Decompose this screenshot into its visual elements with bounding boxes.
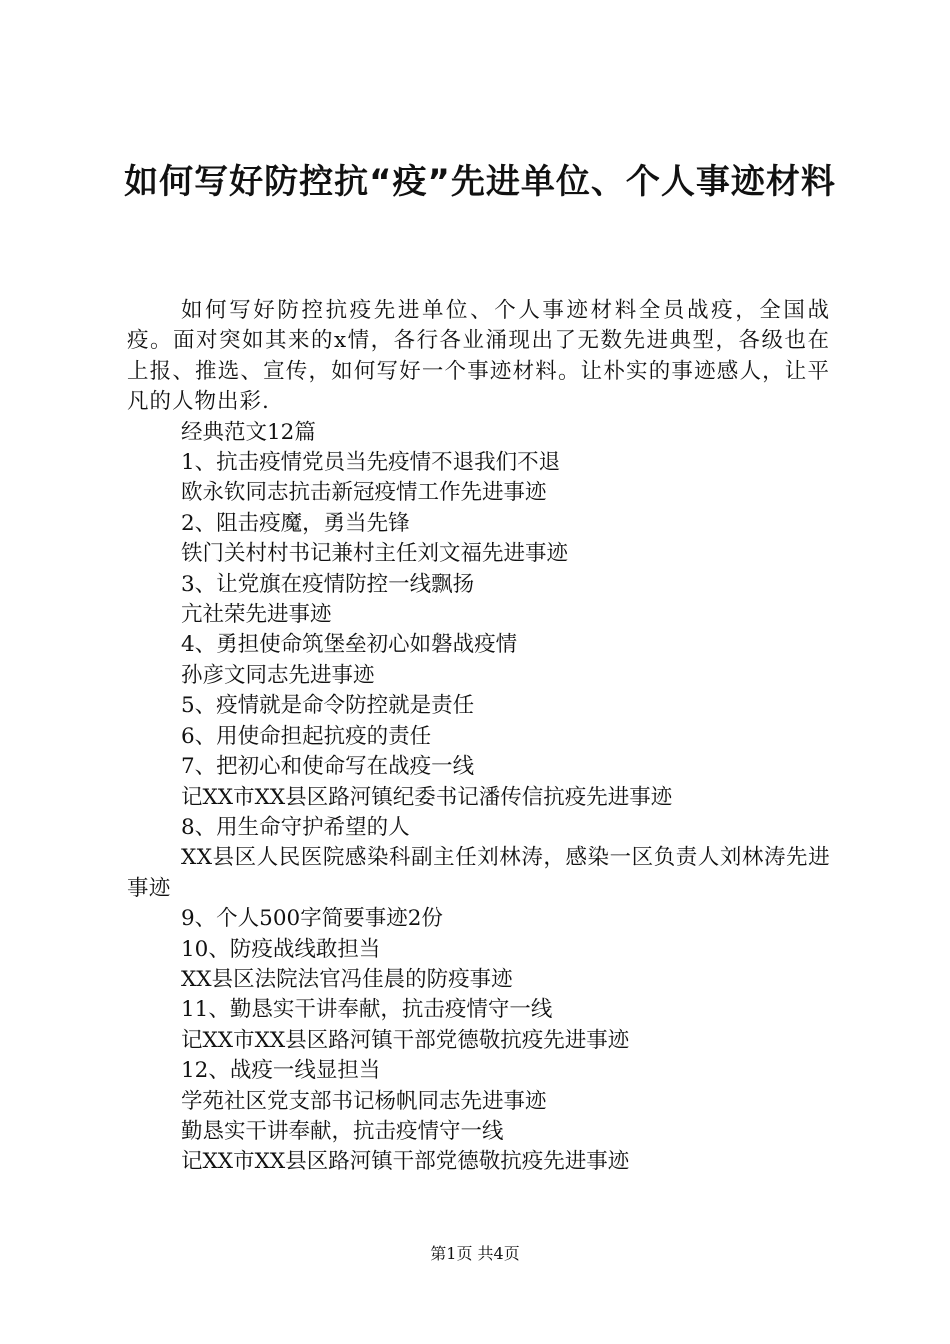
document-title: 如何写好防控抗“疫”先进单位、个人事迹材料: [124, 162, 836, 202]
item-line: 7、把初心和使命写在战疫一线: [181, 754, 475, 780]
item-line: 孙彦文同志先进事迹: [181, 662, 375, 688]
item-line: 欧永钦同志抗击新冠疫情工作先进事迹: [181, 480, 547, 506]
item-line: 学苑社区党支部书记杨帆同志先进事迹: [181, 1088, 547, 1114]
item-line: 6、用使命担起抗疫的责任: [181, 723, 432, 749]
document-body: [127, 296, 830, 1178]
item-line: 勤恳实干讲奉献，抗击疫情守一线: [181, 1118, 504, 1144]
item-line: 9、个人500字简要事迹2份: [181, 906, 443, 932]
item-line: 1、抗击疫情党员当先疫情不退我们不退: [181, 450, 561, 476]
item-line: 3、让党旗在疫情防控一线飘扬: [181, 571, 475, 597]
item-line-wrapped: XX县区人民医院感染科副主任刘林涛，感染一区负责人刘林涛先进事迹: [127, 845, 830, 901]
item-line: 记XX市XX县区路河镇干部党德敬抗疫先进事迹: [181, 1027, 630, 1053]
item-line: 铁门关村村书记兼村主任刘文福先进事迹: [181, 541, 569, 567]
item-line: 5、疫情就是命令防控就是责任: [181, 693, 475, 719]
page-footer: 第1页 共4页: [430, 1244, 520, 1263]
item-line: 11、勤恳实干讲奉献，抗击疫情守一线: [181, 997, 553, 1023]
item-line: 亢社荣先进事迹: [181, 602, 332, 628]
item-line: 4、勇担使命筑堡垒初心如磐战疫情: [181, 632, 518, 658]
item-line: 记XX市XX县区路河镇纪委书记潘传信抗疫先进事迹: [181, 784, 673, 810]
item-list-continued: [127, 904, 830, 1178]
intro-paragraph: 如何写好防控抗疫先进单位、个人事迹材料全员战疫，全国战疫。面对突如其来的x情，各行各业涌现出了无数先进典型，各级也在上报、推选、宣传，如何写好一个事迹材料。让朴实的事迹感人，让平凡的人物出彩.: [127, 298, 830, 415]
item-line: 8、用生命守护希望的人: [181, 814, 410, 840]
item-line: 10、防疫战线敢担当: [181, 936, 381, 962]
item-line: 记XX市XX县区路河镇干部党德敬抗疫先进事迹: [181, 1149, 630, 1175]
item-line: XX县区法院法官冯佳晨的防疫事迹: [181, 966, 513, 992]
item-line: 经典范文12篇: [181, 419, 316, 445]
item-line: 2、阻击疫魔，勇当先锋: [181, 510, 410, 536]
item-list: [127, 418, 830, 844]
item-line: 12、战疫一线显担当: [181, 1058, 381, 1084]
